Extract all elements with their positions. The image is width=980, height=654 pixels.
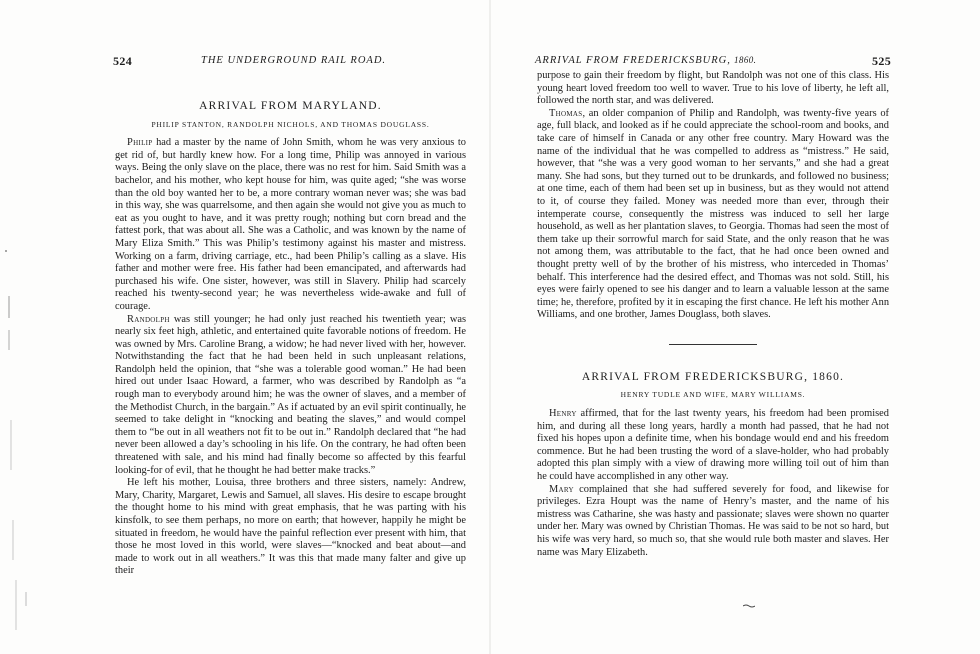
paragraph-randolph: Randolph was still younger; he had only just reached his twentieth year; was nearly six feet high, athletic, and entertained quite favorable notions of freedom. He was owned by Mrs. Caroline Brang, a widow; he had never lived with her, however. Notwithstanding the fact that he had been held in such unpleasant relations, Randolph held the opinion, that “she was a tolerable good woman.” He had been hired out under Isaac Howard, a farmer, who was described by Randolph as “a rough man to everybody around him; he was the owner of slaves, and a member of the Methodist Church, in the bargain.” As if actuated by an evil spirit continually, he seemed to take delight in “knocking and beating the slaves,” and would compel them to “be out in all weathers not fit to be out in.” Randolph declared that “he had never been allowed a day’s schooling in his life. On the contrary, he had often been threatened with sale, and his mind had finally become so affected by this fearful looking-for of evil, that he thought he had better make tracks.” [115,313,466,476]
left-running-head: THE UNDERGROUND RAIL ROAD. [201,55,387,66]
article-title-fredericksburg: ARRIVAL FROM FREDERICKSBURG, 1860. [581,370,845,383]
article-subtitle-maryland: PHILIP STANTON, RANDOLPH NICHOLS, AND THOMAS DOUGLASS. [151,119,430,129]
right-page-number: 525 [872,54,892,68]
left-page-number: 524 [113,54,133,68]
paragraph-family: He left his mother, Louisa, three brothers and three sisters, namely: Andrew, Mary, Charity, Margaret, Lewis and Samuel, all slaves. His desire to escape brought the thought home to his mind with great emphasis, that he was parting with his kinsfolk, to see them perhaps, no more on earth; that however, happily he might be situated in freedom, he would have the painful reflection ever present with him, that those he most loved in this world, were slaves—“knocked and beat about—and made to work out in all weathers.” It was this that made many falter and give up their [115,477,466,577]
paragraph-thomas: Thomas, an older companion of Philip and Randolph, was twenty-five years of age, full black, and looked as if he could appreciate the school-room and books, and take care of himself in Canada or any other free country. Mary Howard was the name of the individual that he was compelled to address as “mistress.” He said, however, that “she was a very good woman to her servants,” and she had a great many. She had sons, but they turned out to be drunkards, and followed no business; at one time, each of them had been set up in business, but as they would not attend to it, of course they failed. Money was needed more than ever, through their intemperate course, consequently the mistress was induced to sell her large household, as well as her plantation slaves, to Georgia. Thomas had seen the most of them take up their sorrowful march for said State, and the only reason that he was not among them, was attributable to the fact, that he had once been owned and thought pretty well of by the brother of his mistress, who interceded in Thomas’ behalf. This interference had the desired effect, and Thomas was not sold. Still, his eyes were fairly opened to see his danger and to learn a valuable lesson at the same time; he, therefore, profited by it in escaping the first chance. He left his mother Ann Williams, and one brother, James Douglass, both slaves. [537,107,890,321]
printer-flourish-mark [743,604,755,608]
article-title-maryland: ARRIVAL FROM MARYLAND. [199,100,382,112]
left-text-column [115,100,466,578]
paragraph-randolph-continued: purpose to gain their freedom by flight, but Randolph was not one of this class. His young heart loved freedom too well to waver. True to his love of liberty, he left all, followed the north star, and was delivered. [537,70,889,107]
paragraph-mary: Mary complained that she had suffered severely for food, and likewise for privileges. Ezra Houpt was the name of Henry’s master, and the name of his mistress was Catharine, she was hasty and passionate; slaves were shown no quarter under her. Mary was owned by Christian Thomas. He was said to be not so hard, but his wife was very hard, so much so, that she would rule both master and slaves. Her name was Mary Elizabeth. [537,483,889,558]
article-subtitle-fredericksburg: HENRY TUDLE AND WIFE, MARY WILLIAMS. [620,390,806,400]
paragraph-henry: Henry affirmed, that for the last twenty years, his freedom had been promised him, and during all these long years, hardly a month had passed, that he had not fixed his hopes upon a definite time, when his bondage would end and his freedom commence. But he had been trusting the word of a slave-holder, who had probably adopted this plan simply with a view of drawing more willing toil out of him than he could have accomplished in any other way. [537,408,889,483]
section-divider [669,344,757,345]
paragraph-philip: Philip had a master by the name of John Smith, whom he was very anxious to get rid of, but hardly knew how. For a long time, Philip was annoyed in various ways. Being the only slave on the place, there was no rest for him. Said Smith was a bachelor, and his mother, who kept house for him, was quite aged; “she was worse than the old boy wanted her to be, a more contrary woman never was; she was bad in this way, she was quarrelsome, and then again she would not give you as much to eat as you ought to have, and it was pretty rough; nothing but corn bread and the fattest pork, that was about all. She was a Catholic, and was known by the name of Mary Eliza Smith.” This was Philip’s testimony against his master and mistress. Working on a farm, driving carriage, etc., had been Philip’s calling as a slave. His father and mother were free. His father had been emancipated, and afterwards had purchased his wife. One sister, however, was still in Slavery. Philip had scarcely reached his twenty-second year; he was nevertheless wide-awake and full of courage. [115,137,466,312]
right-running-head: ARRIVAL FROM FREDERICKSBURG, 1860. [535,55,757,66]
right-text-column [537,70,889,559]
right-page [490,0,980,654]
